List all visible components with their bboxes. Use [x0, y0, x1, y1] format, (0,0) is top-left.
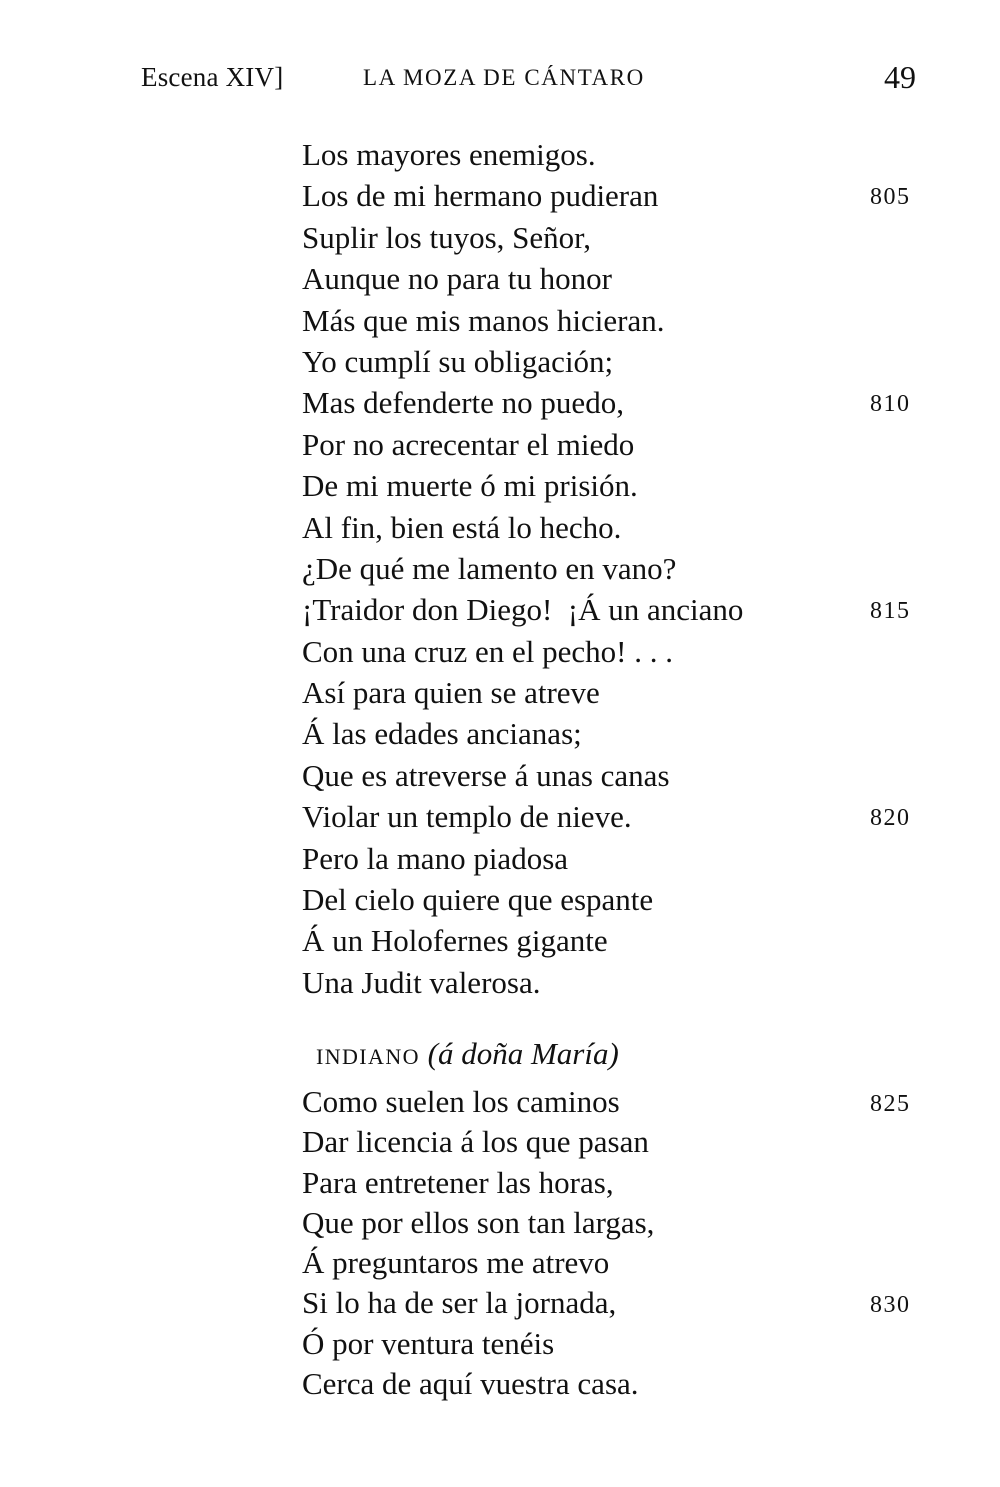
line-number: 805 [870, 184, 911, 211]
verse-text: Ó por ventura tenéis [302, 1325, 555, 1361]
verse-line [300, 672, 940, 713]
speaker-heading [316, 1036, 619, 1072]
running-head [0, 58, 1000, 102]
verse-line [300, 1243, 940, 1283]
verse-line [300, 755, 940, 796]
speaker-name: INDIANO [316, 1044, 420, 1069]
verse-text: Que por ellos son tan largas, [302, 1204, 655, 1240]
page-number: 49 [884, 59, 916, 95]
verse-line [300, 548, 940, 589]
verse-line [300, 589, 940, 630]
verse-line [300, 424, 940, 465]
stage-direction: (á doña María) [427, 1036, 619, 1071]
scene-label: Escena XIV] [141, 62, 284, 92]
verse-line [300, 796, 940, 837]
verse-text: Aunque no para tu honor [302, 261, 612, 297]
verse-line [300, 920, 940, 961]
verse-text: Los mayores enemigos. [302, 137, 596, 172]
line-number: 825 [870, 1091, 911, 1117]
verse-text: Para entretener las horas, [302, 1164, 614, 1200]
line-number: 815 [870, 598, 911, 625]
verse-stanza-2 [300, 1082, 940, 1404]
verse-text: Una Judit valerosa. [302, 964, 541, 1000]
verse-line [300, 1163, 940, 1203]
verse-text: Dar licencia á los que pasan [302, 1124, 649, 1160]
line-number: 810 [870, 391, 911, 418]
verse-line [300, 341, 940, 382]
verse-line [300, 134, 940, 175]
verse-text: Á preguntaros me atrevo [302, 1245, 610, 1281]
verse-line [300, 879, 940, 920]
verse-stanza-1 [300, 134, 940, 1003]
verse-text: Los de mi hermano pudieran [302, 178, 659, 214]
verse-text: Mas defenderte no puedo, [302, 385, 624, 421]
verse-line [300, 631, 940, 672]
verse-line [300, 1082, 940, 1122]
verse-text: Así para quien se atreve [302, 675, 600, 711]
verse-text: Suplir los tuyos, Señor, [302, 219, 591, 255]
verse-line [300, 1324, 940, 1364]
verse-text: Que es atreverse á unas canas [302, 757, 670, 793]
verse-text: Cerca de aquí vuestra casa. [302, 1366, 639, 1402]
verse-text: Por no acrecentar el miedo [302, 426, 635, 462]
verse-text: Yo cumplí su obligación; [302, 343, 614, 379]
verse-line [300, 713, 940, 754]
verse-text: Si lo ha de ser la jornada, [302, 1285, 617, 1321]
verse-text: ¿De qué me lamento en vano? [302, 550, 677, 586]
verse-text: Del cielo quiere que espante [302, 882, 654, 918]
book-title: LA MOZA DE CÁNTARO [363, 65, 645, 90]
verse-line [300, 217, 940, 258]
verse-line [300, 1283, 940, 1323]
verse-text: Pero la mano piadosa [302, 840, 569, 876]
verse-text: Como suelen los caminos [302, 1084, 620, 1119]
verse-line [300, 382, 940, 423]
verse-text: De mi muerte ó mi prisión. [302, 468, 638, 504]
verse-line [300, 962, 940, 1003]
verse-line [300, 300, 940, 341]
verse-line [300, 1122, 940, 1162]
verse-line [300, 175, 940, 216]
verse-text: Al fin, bien está lo hecho. [302, 509, 622, 545]
verse-line [300, 507, 940, 548]
line-number: 820 [870, 805, 911, 832]
verse-text: Violar un templo de nieve. [302, 799, 632, 835]
verse-line [300, 1203, 940, 1243]
verse-line [300, 465, 940, 506]
verse-line [300, 838, 940, 879]
verse-text: Más que mis manos hicieran. [302, 302, 665, 338]
verse-text: Á las edades ancianas; [302, 716, 582, 752]
verse-text: ¡Traidor don Diego! ¡Á un anciano [302, 592, 744, 628]
verse-line [300, 258, 940, 299]
verse-text: Con una cruz en el pecho! . . . [302, 633, 674, 669]
verse-text: Á un Holofernes gigante [302, 923, 608, 959]
line-number: 830 [870, 1292, 911, 1319]
verse-line [300, 1364, 940, 1404]
